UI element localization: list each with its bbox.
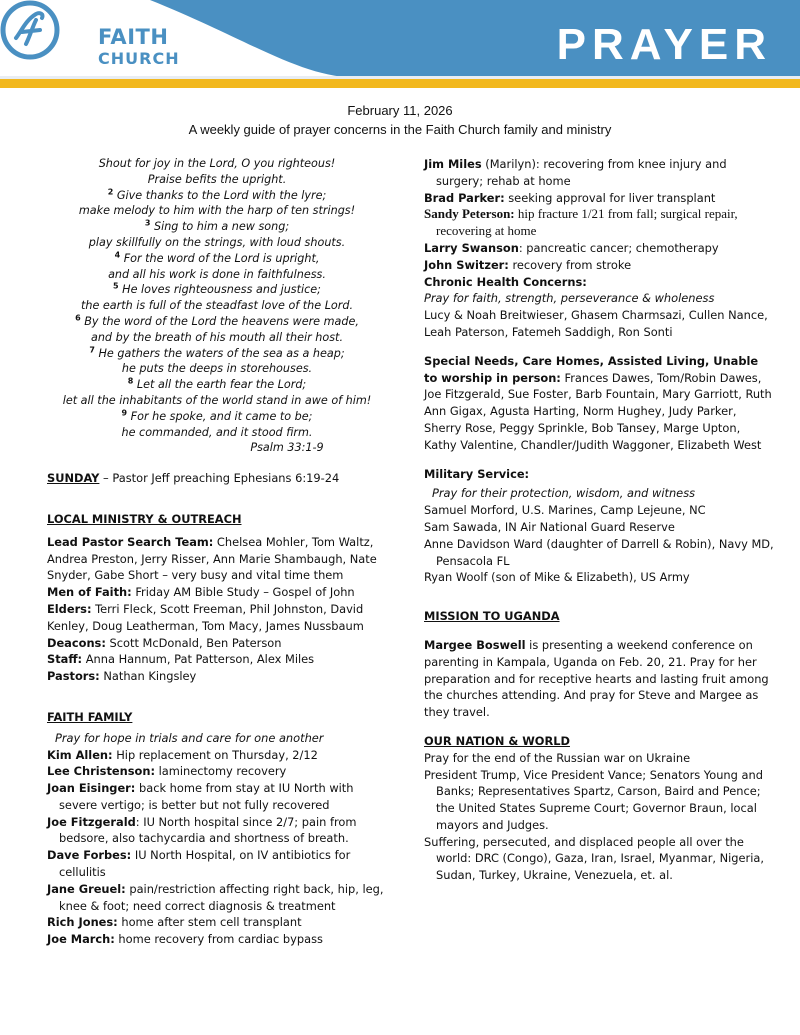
psalm-line-text: For he spoke, and it came to be; bbox=[127, 409, 313, 423]
logo-wordmark bbox=[98, 26, 180, 70]
uganda-label: Margee Boswell bbox=[424, 637, 526, 652]
item-label: Elders: bbox=[47, 601, 92, 616]
special-needs-heading: Special Needs, Care Homes, Assisted Living, Unable to worship in person: bbox=[424, 353, 759, 385]
psalm-reference: Psalm 33:1-9 bbox=[250, 441, 324, 455]
military-intro: Pray for their protection, wisdom, and witness bbox=[432, 486, 696, 501]
uganda-paragraph bbox=[424, 637, 774, 721]
faith-family-list-continued bbox=[424, 156, 774, 274]
prayer-request-item bbox=[47, 881, 387, 915]
item-text: laminectomy recovery bbox=[155, 764, 287, 779]
faith-church-logo-icon bbox=[0, 0, 60, 60]
item-label: John Switzer: bbox=[424, 257, 509, 272]
military-heading: Military Service: bbox=[424, 466, 530, 481]
verse-number: 8 bbox=[127, 376, 134, 386]
psalm-line-text: Give thanks to the Lord with the lyre; bbox=[113, 188, 327, 202]
item-text: : pancreatic cancer; chemotherapy bbox=[518, 240, 719, 255]
item-text: home recovery from cardiac bypass bbox=[114, 932, 323, 947]
psalm-line bbox=[47, 156, 387, 172]
ministry-item bbox=[47, 668, 387, 685]
psalm-line bbox=[47, 172, 387, 188]
verse-number: 2 bbox=[107, 186, 114, 196]
psalm-line bbox=[47, 346, 387, 362]
military-member-item: Samuel Morford, U.S. Marines, Camp Lejeune, NC bbox=[424, 503, 706, 518]
prayer-request-item bbox=[424, 257, 774, 274]
bulletin-subtitle: A weekly guide of prayer concerns in the Faith Church family and ministry bbox=[188, 122, 612, 137]
psalm-line bbox=[47, 219, 387, 235]
psalm-line-text: Shout for joy in the Lord, O you righteous! bbox=[98, 157, 336, 170]
item-label: Brad Parker: bbox=[424, 190, 505, 205]
psalm-line-text: and by the breath of his mouth all their host. bbox=[90, 330, 344, 344]
item-text: Hip replacement on Thursday, 2/12 bbox=[112, 747, 318, 762]
ministry-item bbox=[47, 534, 387, 584]
psalm-line-text: For the word of the Lord is upright, bbox=[120, 251, 320, 265]
item-text: Friday AM Bible Study – Gospel of John bbox=[131, 585, 355, 600]
item-label: Staff: bbox=[47, 652, 83, 667]
item-text: (Marilyn): recovering from knee injury and surgery; rehab at home bbox=[436, 157, 727, 188]
psalm-line bbox=[47, 282, 387, 298]
verse-number: 4 bbox=[114, 250, 121, 260]
logo-line-church: CHURCH bbox=[98, 49, 180, 68]
prayer-request-item bbox=[47, 914, 387, 931]
military-list bbox=[424, 502, 774, 586]
ministry-item bbox=[47, 651, 387, 668]
psalm-line-text: he puts the deeps in storehouses. bbox=[121, 362, 313, 376]
item-text: Chelsea Mohler, Tom Waltz, Andrea Preston, Jerry Risser, Ann Marie Shambaugh, Nate Snyder, Gabe Short – very busy and vital time them bbox=[47, 534, 377, 583]
item-text: Nathan Kingsley bbox=[99, 669, 197, 684]
psalm-line bbox=[47, 377, 387, 393]
psalm-line-text: Sing to him a new song; bbox=[150, 220, 290, 234]
bulletin-date: February 11, 2026 bbox=[347, 103, 453, 118]
item-label: Joe March: bbox=[47, 932, 115, 947]
item-label: Jane Greuel: bbox=[47, 881, 126, 896]
uganda-heading: MISSION TO UGANDA bbox=[424, 609, 560, 624]
local-ministry-list bbox=[47, 534, 387, 685]
prayer-request-item bbox=[47, 780, 387, 814]
psalm-line bbox=[47, 314, 387, 330]
psalm-line bbox=[47, 298, 387, 314]
psalm-line-text: Praise befits the upright. bbox=[147, 172, 287, 186]
sunday-text: – Pastor Jeff preaching Ephesians 6:19-24 bbox=[99, 471, 340, 486]
psalm-line bbox=[47, 393, 387, 409]
nation-prayer-item: Pray for the end of the Russian war on Ukraine bbox=[424, 750, 691, 765]
item-text: Scott McDonald, Ben Paterson bbox=[105, 635, 282, 650]
item-label: Rich Jones: bbox=[47, 915, 118, 930]
item-label: Dave Forbes: bbox=[47, 848, 132, 863]
prayer-request-item bbox=[47, 763, 387, 780]
chronic-intro: Pray for faith, strength, perseverance & wholeness bbox=[424, 291, 715, 306]
psalm-line-text: play skillfully on the strings, with loud shouts. bbox=[88, 235, 346, 249]
ministry-item bbox=[47, 584, 387, 601]
verse-number: 7 bbox=[89, 344, 95, 354]
item-text: recovery from stroke bbox=[508, 257, 632, 272]
psalm-line-text: He loves righteousness and justice; bbox=[118, 283, 321, 297]
psalm-line-text: the earth is full of the steadfast love of the Lord. bbox=[80, 299, 354, 313]
left-column bbox=[47, 156, 387, 948]
psalm-line bbox=[47, 425, 387, 441]
chronic-names: Lucy & Noah Breitwieser, Ghasem Charmsazi, Cullen Nance, Leah Paterson, Fatemeh Saddigh, Ron Sonti bbox=[424, 308, 768, 339]
prayer-request-item bbox=[47, 931, 387, 948]
sunday-line bbox=[47, 470, 387, 487]
item-label: Men of Faith: bbox=[47, 585, 132, 600]
psalm-line bbox=[47, 267, 387, 283]
item-label: Lead Pastor Search Team: bbox=[47, 534, 214, 549]
psalm-line-text: make melody to him with the harp of ten strings! bbox=[78, 204, 356, 218]
chronic-heading: Chronic Health Concerns: bbox=[424, 274, 587, 289]
item-label: Kim Allen: bbox=[47, 747, 113, 762]
item-label: Larry Swanson bbox=[424, 240, 519, 255]
item-text: Anna Hannum, Pat Patterson, Alex Miles bbox=[82, 652, 315, 667]
item-label: Joe Fitzgerald bbox=[47, 814, 136, 829]
item-text: home after stem cell transplant bbox=[117, 915, 302, 930]
prayer-request-item bbox=[47, 747, 387, 764]
item-label: Sandy Peterson: bbox=[424, 206, 515, 222]
faith-family-list bbox=[47, 747, 387, 949]
item-text: back home from stay at IU North with severe vertigo; is better but not fully recovered bbox=[59, 781, 354, 812]
psalm-line bbox=[47, 235, 387, 251]
prayer-request-item bbox=[424, 156, 774, 190]
verse-number: 6 bbox=[75, 313, 81, 323]
psalm-line bbox=[47, 188, 387, 204]
faith-family-heading: FAITH FAMILY bbox=[47, 709, 133, 724]
uganda-text: is presenting a weekend conference on parenting in Kampala, Uganda on Feb. 20, 21. Pray for her preparation and for receptive hearts and lasting fruit among the churches attending. And pray for Steve and Margee as they travel. bbox=[424, 637, 769, 720]
psalm-line bbox=[47, 251, 387, 267]
item-label: Jim Miles bbox=[424, 157, 482, 171]
item-text: pain/restriction affecting right back, hip, leg, knee & foot; need correct diagnosis & treatment bbox=[59, 881, 384, 913]
psalm-line bbox=[47, 203, 387, 219]
nation-list bbox=[424, 750, 774, 884]
military-member-item: Sam Sawada, IN Air National Guard Reserve bbox=[424, 519, 675, 534]
psalm-passage bbox=[47, 156, 387, 456]
psalm-line-text: and all his work is done in faithfulness. bbox=[108, 267, 326, 281]
header-banner bbox=[0, 0, 800, 92]
psalm-line-text: By the word of the Lord the heavens were made, bbox=[80, 314, 359, 328]
logo-line-faith: FAITH bbox=[98, 25, 169, 49]
item-text: seeking approval for liver transplant bbox=[504, 190, 716, 205]
prayer-request-item bbox=[47, 847, 387, 881]
item-text: hip fracture 1/21 from fall; surgical repair, recovering at home bbox=[436, 206, 738, 239]
psalm-line-text: he commanded, and it stood firm. bbox=[121, 425, 313, 439]
verse-number: 9 bbox=[121, 408, 128, 418]
verse-number: 3 bbox=[144, 218, 151, 228]
nation-prayer-item: Suffering, persecuted, and displaced people all over the world: DRC (Congo), Gaza, Iran, Israel, Myanmar, Nigeria, Sudan, Turkey, Ukraine, Venezuela, et. al. bbox=[424, 834, 764, 883]
prayer-request-item bbox=[424, 240, 774, 257]
military-member-item: Anne Davidson Ward (daughter of Darrell & Robin), Navy MD, Pensacola FL bbox=[424, 536, 774, 568]
psalm-line bbox=[47, 330, 387, 346]
prayer-request-item bbox=[424, 206, 774, 240]
page-title: PRAYER bbox=[556, 20, 772, 69]
sunday-label: SUNDAY bbox=[47, 471, 100, 486]
verse-number: 5 bbox=[113, 281, 119, 291]
local-ministry-heading: LOCAL MINISTRY & OUTREACH bbox=[47, 511, 242, 526]
ministry-item bbox=[47, 635, 387, 652]
prayer-request-item bbox=[47, 814, 387, 848]
prayer-request-item bbox=[424, 190, 774, 207]
special-needs-names: Frances Dawes, Tom/Robin Dawes, Joe Fitzgerald, Sue Foster, Barb Fountain, Mary Garriott, Ruth Ann Gigax, Agusta Harting, Norm Hughey, Judy Parker, Sherry Rose, Peggy Sprinkle, Bob Tansey, Marge Upton, Kathy Valentine, Chandler/Judith Waggoner, Elizabeth West bbox=[424, 370, 772, 452]
faith-family-intro: Pray for hope in trials and care for one another bbox=[55, 730, 324, 745]
nation-heading: OUR NATION & WORLD bbox=[424, 733, 570, 748]
item-label: Lee Christenson: bbox=[47, 764, 155, 779]
psalm-line-text: let all the inhabitants of the world stand in awe of him! bbox=[62, 393, 372, 407]
right-column bbox=[424, 156, 774, 884]
item-label: Deacons: bbox=[47, 635, 106, 650]
military-member-item: Ryan Woolf (son of Mike & Elizabeth), US Army bbox=[424, 570, 690, 585]
item-label: Joan Eisinger: bbox=[47, 781, 136, 796]
item-text: : IU North hospital since 2/7; pain from bedsore, also tachycardia and shortness of breath. bbox=[59, 814, 357, 846]
psalm-line bbox=[47, 361, 387, 377]
item-text: IU North Hospital, on IV antibiotics for cellulitis bbox=[59, 848, 351, 880]
ministry-item bbox=[47, 601, 387, 635]
psalm-line-text: He gathers the waters of the sea as a heap; bbox=[94, 346, 345, 360]
special-needs-paragraph bbox=[424, 353, 774, 454]
psalm-line-text: Let all the earth fear the Lord; bbox=[133, 378, 307, 392]
nation-prayer-item: President Trump, Vice President Vance; Senators Young and Banks; Representatives Spartz, Carson, Baird and Pence; the United States Supreme Court; Governor Braun, local mayors and Judges. bbox=[424, 767, 763, 832]
psalm-line bbox=[47, 409, 387, 425]
item-label: Pastors: bbox=[47, 669, 100, 684]
item-text: Terri Fleck, Scott Freeman, Phil Johnston, David Kenley, Doug Leatherman, Tom Macy, James Nussbaum bbox=[47, 601, 364, 633]
